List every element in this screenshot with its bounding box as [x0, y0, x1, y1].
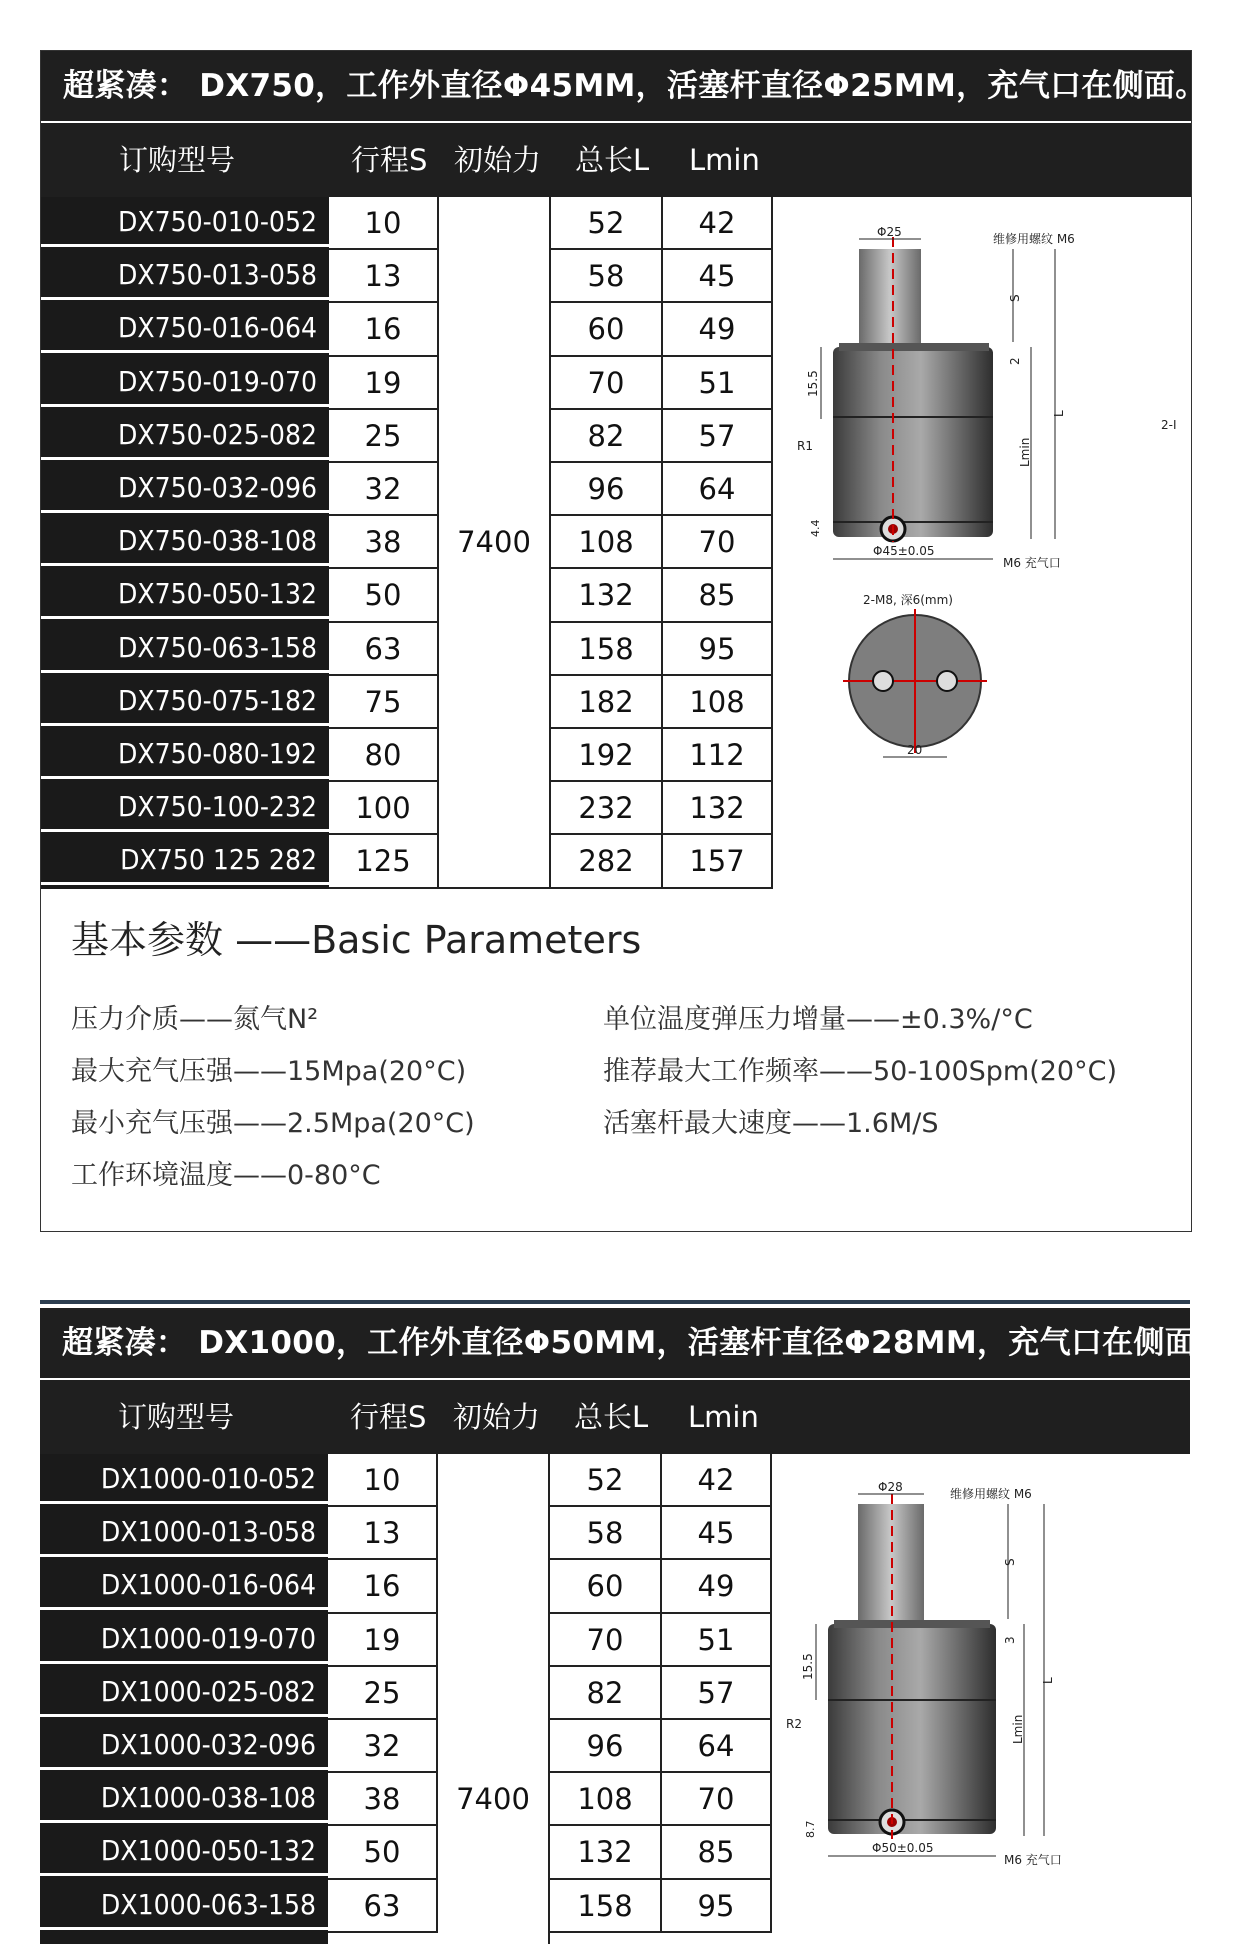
thread-label: 维修用螺纹 M6 — [993, 232, 1075, 246]
length-cell: 70 — [550, 1614, 662, 1667]
table-header — [41, 123, 1191, 197]
dim-3-label: 3 — [1003, 1636, 1017, 1644]
header-length: 总长L — [575, 143, 650, 177]
body-diameter-label: Φ45±0.05 — [873, 544, 935, 558]
length-cell: 158 — [551, 623, 663, 676]
stroke-cell: 10 — [329, 197, 439, 250]
stroke-cell: 125 — [329, 835, 439, 888]
model-cell: DX750-050-132 — [41, 569, 329, 619]
stroke-cell: 63 — [328, 1880, 438, 1933]
radius-label: R1 — [797, 439, 813, 453]
length-cell: 182 — [551, 676, 663, 729]
length-cell: 60 — [551, 303, 663, 356]
param-temp-increase: 单位温度弹压力增量——±0.3%/°C — [603, 1004, 1033, 1035]
lmin-cell: 70 — [662, 1773, 772, 1826]
rod-diameter-label: Φ25 — [877, 225, 902, 239]
header-lmin: Lmin — [689, 143, 760, 177]
body-diameter-label: Φ50±0.05 — [872, 1841, 934, 1855]
params-title: 基本参数 ——Basic Parameters — [71, 918, 642, 962]
length-cell: 52 — [550, 1454, 662, 1507]
length-cell: 82 — [550, 1667, 662, 1720]
lmin-cell: 51 — [663, 357, 773, 410]
pitch-label: 20 — [907, 743, 923, 757]
stroke-cell: 100 — [329, 782, 439, 835]
piston-rod — [859, 249, 921, 343]
stroke-cell: 25 — [328, 1667, 438, 1720]
spec-table — [40, 1454, 1190, 1944]
length-cell: 282 — [551, 835, 663, 888]
model-cell: DX750 125 282 — [41, 835, 329, 885]
lmin-cell: 45 — [662, 1507, 772, 1560]
spec-table — [41, 197, 1191, 889]
lmin-cell: 42 — [663, 197, 773, 250]
header-length: 总长L — [574, 1400, 649, 1434]
stroke-cell: 80 — [329, 729, 439, 782]
lmin-cell: 157 — [663, 835, 773, 888]
length-cell: 192 — [551, 729, 663, 782]
model-cell: DX750-013-058 — [41, 250, 329, 300]
lmin-cell: 45 — [663, 250, 773, 303]
model-cell: DX750-100-232 — [41, 782, 329, 832]
length-cell: 58 — [551, 250, 663, 303]
model-cell: DX750-063-158 — [41, 623, 329, 673]
stroke-cell: 75 — [329, 676, 439, 729]
rod-diameter-label: Φ28 — [878, 1480, 903, 1494]
param-min-pressure: 最小充气压强——2.5Mpa(20°C) — [71, 1108, 475, 1139]
lmin-cell: 70 — [663, 516, 773, 569]
stroke-dim-label: S — [1003, 1558, 1017, 1566]
section-title: 超紧凑： DX1000，工作外直径Φ50MM，活塞杆直径Φ28MM，充气口在侧面。 — [40, 1308, 1190, 1378]
model-cell: DX750-019-070 — [41, 357, 329, 407]
length-cell: 52 — [551, 197, 663, 250]
cylinder-drawing — [773, 197, 1191, 889]
section-title: 超紧凑： DX750，工作外直径Φ45MM，活塞杆直径Φ25MM，充气口在侧面。 — [41, 51, 1191, 121]
stroke-cell: 19 — [328, 1614, 438, 1667]
length-cell: 232 — [551, 782, 663, 835]
model-cell: DX750-025-082 — [41, 410, 329, 460]
length-cell: 82 — [551, 410, 663, 463]
basic-parameters — [41, 889, 1191, 1231]
dim-44-label: 4.4 — [809, 519, 822, 537]
stroke-cell: 32 — [329, 463, 439, 516]
length-cell: 132 — [551, 569, 663, 622]
l-dim-label: L — [1052, 410, 1066, 417]
param-frequency: 推荐最大工作频率——50-100Spm(20°C) — [603, 1056, 1117, 1087]
length-cell: 96 — [550, 1720, 662, 1773]
header-lmin: Lmin — [688, 1400, 759, 1434]
stroke-cell: 38 — [328, 1773, 438, 1826]
model-cell: DX750-032-096 — [41, 463, 329, 513]
header-model: 订购型号 — [118, 1400, 235, 1434]
header-force: 初始力 — [453, 1400, 541, 1434]
param-max-pressure: 最大充气压强——15Mpa(20°C) — [71, 1056, 467, 1087]
lmin-cell: 112 — [663, 729, 773, 782]
header-model: 订购型号 — [119, 143, 236, 177]
radius-label: R2 — [786, 1717, 802, 1731]
stroke-cell: 25 — [329, 410, 439, 463]
header-stroke: 行程S — [351, 143, 428, 177]
dim-87-label: 8.7 — [804, 1820, 817, 1838]
lmin-dim-label: Lmin — [1018, 437, 1032, 467]
model-cell: DX1000-038-108 — [40, 1773, 328, 1823]
length-cell: 58 — [550, 1507, 662, 1560]
length-cell: 96 — [551, 463, 663, 516]
model-cell: DX750-080-192 — [41, 729, 329, 779]
product-panel-dx1000 — [40, 1300, 1228, 1944]
lmin-cell: 64 — [663, 463, 773, 516]
cylinder-body — [833, 347, 993, 537]
lmin-cell: 95 — [662, 1880, 772, 1933]
stroke-cell: 50 — [328, 1826, 438, 1879]
lmin-dim-label: Lmin — [1011, 1714, 1025, 1744]
dim-2-label: 2 — [1008, 357, 1022, 365]
lmin-cell: 51 — [662, 1614, 772, 1667]
lmin-cell: 49 — [663, 303, 773, 356]
lmin-cell: 95 — [663, 623, 773, 676]
length-cell: 158 — [550, 1880, 662, 1933]
l-dim-label: L — [1041, 1677, 1055, 1684]
model-cell: DX750-038-108 — [41, 516, 329, 566]
technical-drawing — [773, 197, 1191, 889]
cylinder-drawing — [772, 1454, 1190, 1944]
model-cell: DX1000-013-058 — [40, 1507, 328, 1557]
holes-label: 2-M8, 深6(mm) — [863, 593, 953, 607]
model-cell: DX1000-032-096 — [40, 1720, 328, 1770]
port-label: M6 充气口 — [1003, 556, 1061, 570]
param-temperature: 工作环境温度——0-80°C — [71, 1160, 381, 1191]
length-cell: 108 — [551, 516, 663, 569]
model-cell: DX750-010-052 — [41, 197, 329, 247]
model-cell: DX1000-019-070 — [40, 1614, 328, 1664]
lmin-cell: 108 — [663, 676, 773, 729]
model-cell: DX1000-050-132 — [40, 1826, 328, 1876]
thread-label: 维修用螺纹 M6 — [950, 1487, 1032, 1501]
header-force: 初始力 — [454, 143, 542, 177]
table-header — [40, 1380, 1190, 1454]
length-cell: 132 — [550, 1826, 662, 1879]
stroke-dim-label: S — [1008, 294, 1022, 302]
stroke-cell: 10 — [328, 1454, 438, 1507]
lmin-cell: 42 — [662, 1454, 772, 1507]
model-cell: DX1000-016-064 — [40, 1560, 328, 1610]
stroke-cell: 16 — [329, 303, 439, 356]
lmin-cell: 57 — [662, 1667, 772, 1720]
length-cell: 60 — [550, 1560, 662, 1613]
model-cell: DX1000-025-082 — [40, 1667, 328, 1717]
header-stroke: 行程S — [350, 1400, 427, 1434]
lmin-cell: 132 — [663, 782, 773, 835]
stroke-cell: 38 — [329, 516, 439, 569]
model-cell: DX750-016-064 — [41, 303, 329, 353]
lmin-cell: 49 — [662, 1560, 772, 1613]
initial-force-cell: 7400 — [438, 1454, 550, 1944]
stroke-cell: 16 — [328, 1560, 438, 1613]
lmin-cell: 57 — [663, 410, 773, 463]
stroke-cell: 13 — [329, 250, 439, 303]
stroke-cell: 19 — [329, 357, 439, 410]
dim-155-label: 15.5 — [801, 1653, 815, 1680]
model-cell: DX1000-010-052 — [40, 1454, 328, 1504]
stroke-cell: 63 — [329, 623, 439, 676]
initial-force-cell: 7400 — [439, 197, 551, 889]
dim-155-label: 15.5 — [806, 370, 820, 397]
edge-label: 2-I — [1161, 418, 1177, 432]
param-speed: 活塞杆最大速度——1.6M/S — [603, 1108, 939, 1139]
stroke-cell: 13 — [328, 1507, 438, 1560]
cylinder-body — [828, 1624, 996, 1834]
model-cell: DX1000-063-158 — [40, 1880, 328, 1930]
technical-drawing — [772, 1454, 1190, 1944]
lmin-cell: 64 — [662, 1720, 772, 1773]
port-label: M6 充气口 — [1004, 1853, 1062, 1867]
param-medium: 压力介质——氮气N² — [71, 1004, 319, 1035]
product-panel-dx750 — [40, 50, 1207, 1232]
stroke-cell: 32 — [328, 1720, 438, 1773]
length-cell: 108 — [550, 1773, 662, 1826]
lmin-cell: 85 — [662, 1826, 772, 1879]
model-cell: DX750-075-182 — [41, 676, 329, 726]
length-cell: 70 — [551, 357, 663, 410]
stroke-cell: 50 — [329, 569, 439, 622]
lmin-cell: 85 — [663, 569, 773, 622]
